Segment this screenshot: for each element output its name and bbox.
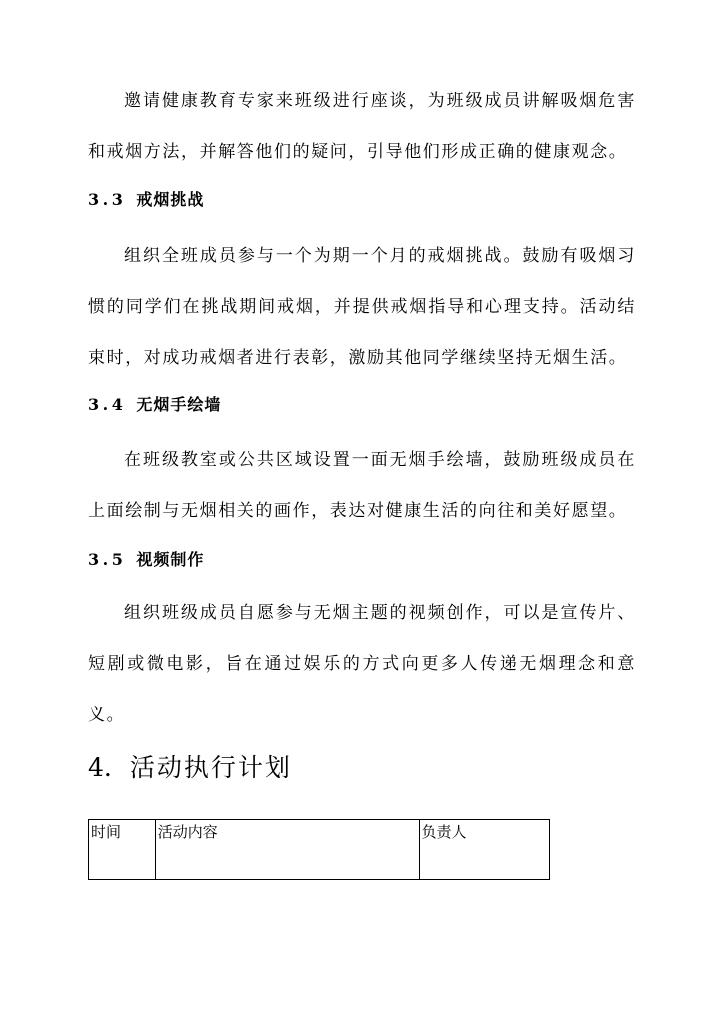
paragraph-quit-challenge: 组织全班成员参与一个为期一个月的戒烟挑战。鼓励有吸烟习惯的同学们在挑战期间戒烟，并提供戒烟指导和心理支持。活动结束时，对成功戒烟者进行表彰，激励其他同学继续坚持无烟生活。	[88, 246, 636, 368]
heading-title: 戒烟挑战	[136, 190, 205, 209]
heading-title: 视频制作	[136, 550, 205, 569]
section-4-heading	[88, 752, 292, 784]
section-title: 活动执行计划	[129, 753, 292, 782]
heading-3-5	[88, 550, 204, 570]
section-number: 4.	[88, 753, 112, 782]
paragraph-smoke-free-wall: 在班级教室或公共区域设置一面无烟手绘墙，鼓励班级成员在上面绘制与无烟相关的画作，表达对健康生活的向往和美好愿望。	[88, 450, 636, 521]
heading-number: 3.3	[88, 190, 127, 209]
heading-3-4	[88, 395, 221, 415]
activity-plan-table	[88, 819, 550, 880]
table-header-content: 活动内容	[155, 820, 419, 880]
heading-number: 3.5	[88, 550, 127, 569]
table-header-time: 时间	[89, 820, 156, 880]
table-header-row	[89, 820, 550, 880]
table-header-owner: 负责人	[419, 820, 549, 880]
heading-3-3	[88, 190, 204, 210]
heading-title: 无烟手绘墙	[136, 395, 222, 414]
paragraph-video-making: 组织班级成员自愿参与无烟主题的视频创作，可以是宣传片、短剧或微电影，旨在通过娱乐的方式向更多人传递无烟理念和意义。	[88, 603, 636, 725]
paragraph-expert-talk: 邀请健康教育专家来班级进行座谈，为班级成员讲解吸烟危害和戒烟方法，并解答他们的疑问，引导他们形成正确的健康观念。	[88, 91, 636, 162]
heading-number: 3.4	[88, 395, 127, 414]
